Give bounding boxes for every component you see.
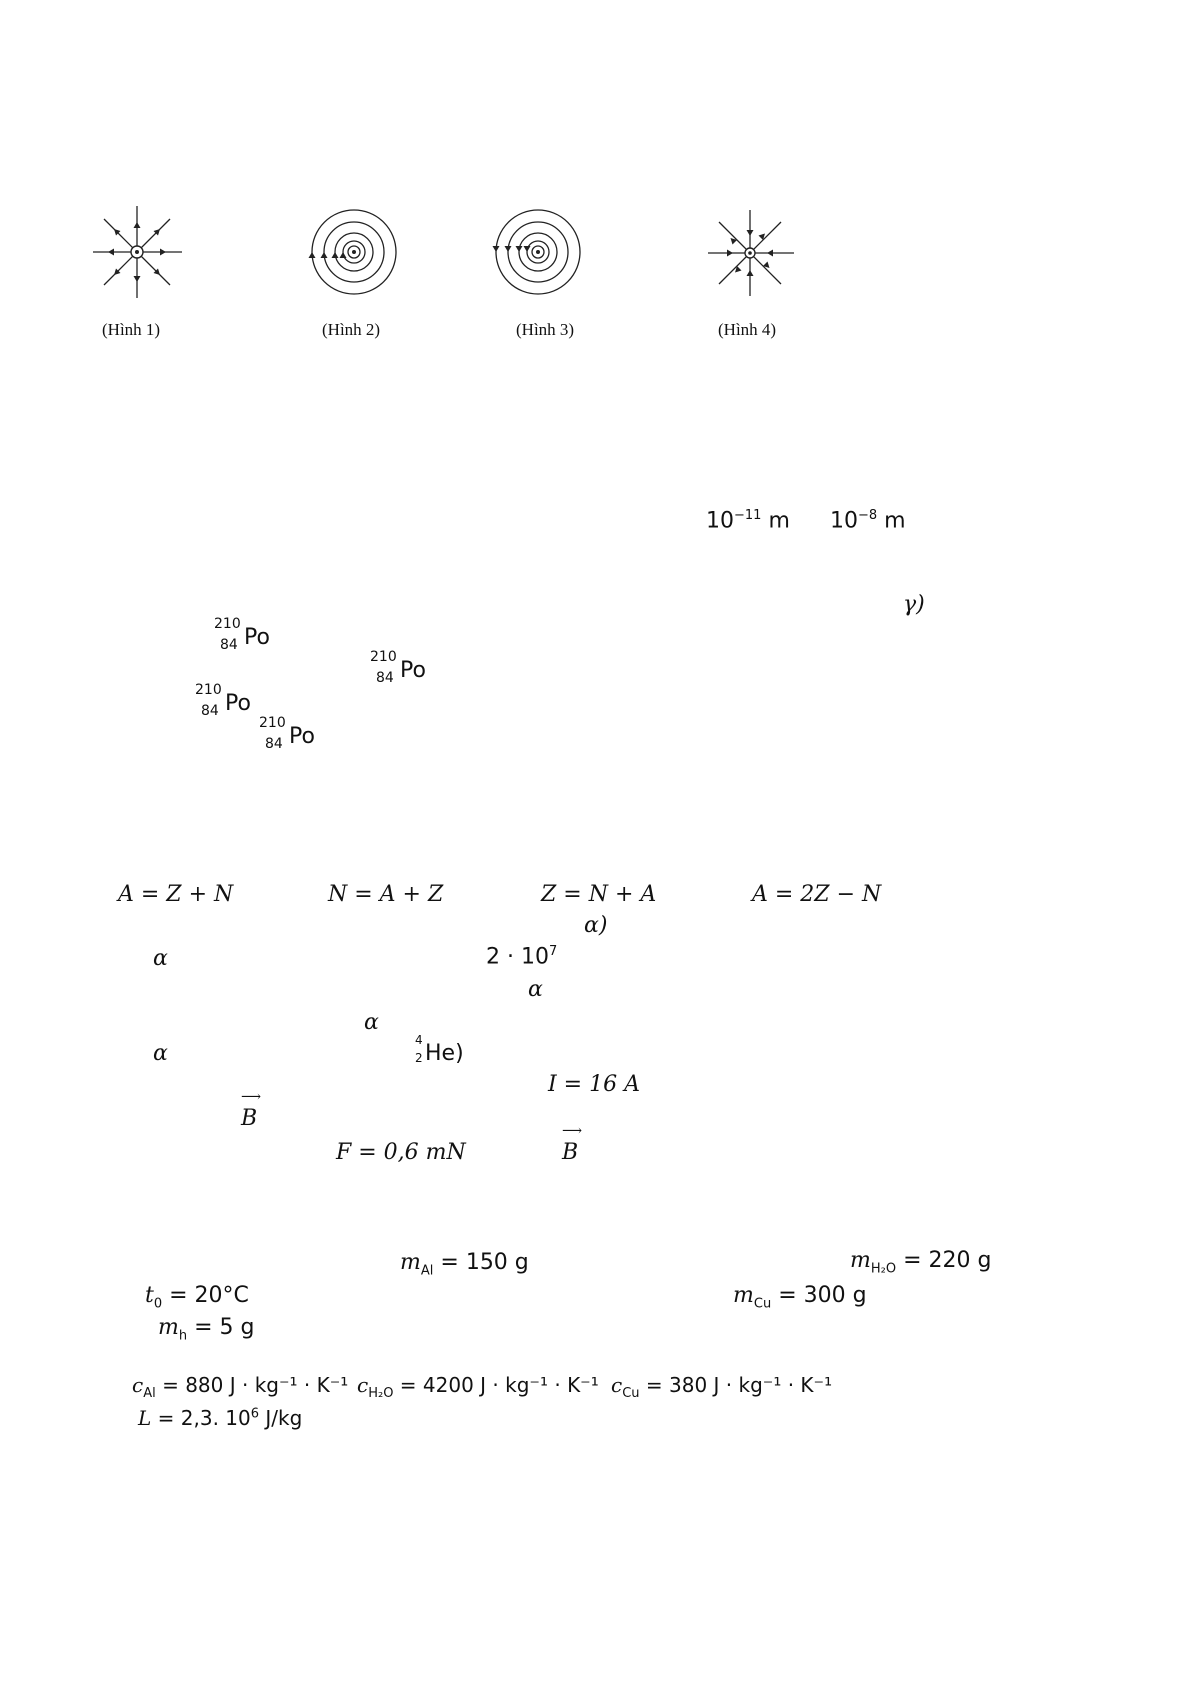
helium-nuclide: 4 2 He) xyxy=(415,1033,464,1066)
latent-heat: L = 2,3. $10^6$ J/kg xyxy=(138,1406,303,1430)
option-d-formula: A = 2Z − N xyxy=(752,882,882,907)
option-a-formula: A = Z + N xyxy=(118,882,234,907)
initial-temperature: $t_0 = 20^\circ C$ xyxy=(145,1283,249,1312)
mass-steam: $m_h = 5$ g xyxy=(158,1315,255,1344)
figure-4-inward-field-lines xyxy=(704,206,804,301)
b-vector-1: ⟶ B xyxy=(241,1106,257,1131)
mass-water: $m_{H_2O} = 220$ g xyxy=(850,1248,992,1277)
po-nuclide-3: 210 84 Po xyxy=(195,682,251,719)
force-value: F = 0,6 mN xyxy=(336,1140,466,1165)
specific-heat-water: $c_{H_2O} = 4200$ J · kg⁻¹ · K⁻¹ xyxy=(357,1373,599,1401)
figure-3-caption: (Hình 3) xyxy=(516,320,575,339)
speed-value: $2 \cdot 10^7$ xyxy=(486,944,558,970)
alpha-symbol-4: α xyxy=(153,1041,168,1066)
current-value: I = 16 A xyxy=(548,1072,640,1097)
length-value-1: $10^{-11}$ m xyxy=(706,508,790,534)
specific-heat-copper: $c_{Cu} = 380$ J · kg⁻¹ · K⁻¹ xyxy=(611,1373,833,1401)
mass-aluminium: $m_{Al} = 150$ g xyxy=(400,1250,529,1279)
option-c-formula: Z = N + A xyxy=(541,882,657,907)
length-value-2: $10^{-8}$ m xyxy=(830,508,906,534)
alpha-paren: α) xyxy=(584,913,608,938)
alpha-symbol-1: α xyxy=(153,946,168,971)
alpha-symbol-2: α xyxy=(528,977,543,1002)
figure-4-caption: (Hình 4) xyxy=(718,320,777,339)
option-b-formula: N = A + Z xyxy=(328,882,444,907)
figure-3-spiral-field-lines xyxy=(490,204,590,304)
mass-copper: $m_{Cu} = 300$ g xyxy=(733,1283,867,1312)
po-nuclide-2: 210 84 Po xyxy=(370,649,426,686)
po-nuclide-4: 210 84 Po xyxy=(259,715,315,752)
figure-2-spiral-field-lines xyxy=(306,204,406,304)
gamma-symbol: γ) xyxy=(903,592,925,617)
po-nuclide-1: 210 84 Po xyxy=(214,616,270,653)
alpha-symbol-3: α xyxy=(364,1010,379,1035)
figure-2-caption: (Hình 2) xyxy=(322,320,381,339)
specific-heat-aluminium: $c_{Al} = 880$ J · kg⁻¹ · K⁻¹ xyxy=(132,1373,349,1401)
figure-1-caption: (Hình 1) xyxy=(102,320,161,339)
figure-1-outward-field-lines xyxy=(90,200,190,305)
b-vector-2: ⟶ B xyxy=(562,1140,578,1165)
